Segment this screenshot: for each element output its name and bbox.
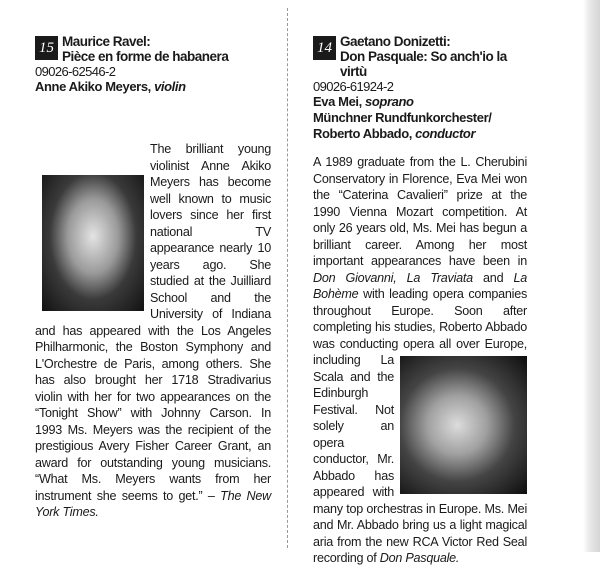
performer: Eva Mei, soprano — [313, 94, 414, 109]
track-number-badge: 15 — [35, 36, 58, 60]
track-14-column — [313, 34, 527, 567]
catalog-number: 09026-62546-2 — [35, 64, 116, 79]
anne-akiko-meyers-photo — [42, 175, 144, 311]
performer: Anne Akiko Meyers, violin — [35, 79, 186, 94]
track-header — [313, 34, 527, 79]
biography-text: The brilliant young violinist Anne Akiko Meyers has become well known to music lovers since her first national TV appearance nearly 10 years ago. She studied at the Juilliard School and the University of Indiana and has appeared with the Los Angeles Philharmonic, the Boston Symphony and L'Orchestre de Paris, among others. She has also brought her 1718 Stradivarius violin with her for two appearances on the “Tonight Show” with Johnny Carson. In 1993 Ms. Meyers was the recipient of the prestigious Avery Fisher Career Grant, an award for outstanding young musicians. “What Ms. Meyers wants from her instrument she seems to get.” – The New York Times. — [35, 142, 271, 519]
conductor: Roberto Abbado, conductor — [313, 126, 476, 141]
track-15-column — [35, 34, 271, 521]
work-title: Pièce en forme de habanera — [62, 49, 229, 64]
biography-text: A 1989 graduate from the L. Cherubini Conservatory in Florence, Eva Mei won the “Caterina Cavalieri” prize at the 1990 Vienna Mozart competition. At only 26 years old, Ms. Mei has begun a brilliant career. Among her most important appearances have been in Don Giovanni, La Traviata and La Bohème with leading opera companies throughout Europe. Soon after completing his studies, Roberto Abbado was conducting opera all over Europe, including La Scala and the Edinburgh Festival. Not solely an opera conductor, Mr. Abbado has appeared with many top orchestras in Europe. Ms. Mei and Mr. Abbado bring us a light magical aria from the new RCA Victor Red Seal recording of Don Pasquale. — [313, 155, 528, 565]
catalog-number: 09026-61924-2 — [313, 79, 394, 94]
page-edge-shadow — [583, 0, 600, 552]
work-title: Don Pasquale: So anch'io la virtù — [340, 49, 507, 79]
composer: Gaetano Donizetti: — [340, 34, 451, 49]
track-number-badge: 14 — [313, 36, 336, 60]
composer: Maurice Ravel: — [62, 34, 151, 49]
eva-mei-photo — [400, 356, 527, 494]
orchestra: Münchner Rundfunkorchester/ — [313, 110, 492, 125]
track-header — [35, 34, 271, 64]
column-divider — [287, 8, 288, 548]
